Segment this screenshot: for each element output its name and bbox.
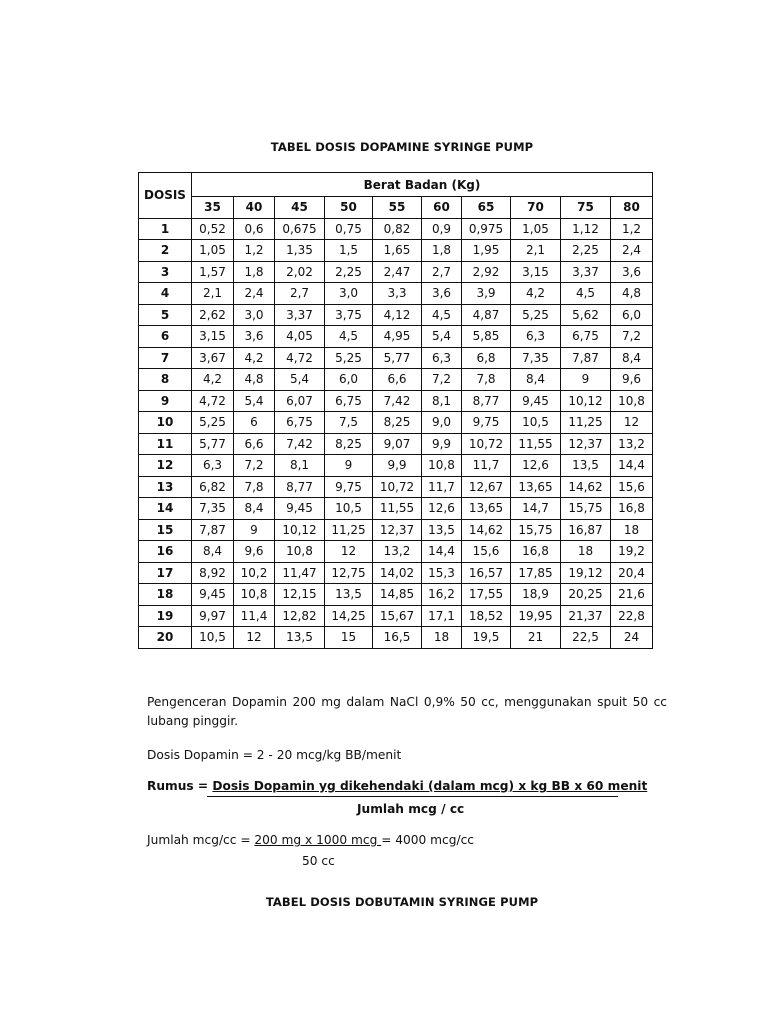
- weight-header-cell: 40: [234, 197, 275, 219]
- table-row: [139, 390, 653, 412]
- dose-label-cell: 7: [139, 347, 192, 369]
- jumlah-numerator: 200 mg x 1000 mcg: [254, 833, 382, 847]
- table-cell: 21,37: [561, 605, 611, 627]
- table-cell: 13,5: [561, 455, 611, 477]
- weight-header-cell: 65: [462, 197, 511, 219]
- table-cell: 22,8: [611, 605, 653, 627]
- table-cell: 1,8: [234, 261, 275, 283]
- table-cell: 22,5: [561, 627, 611, 649]
- table-cell: 8,4: [611, 347, 653, 369]
- table-cell: 20,4: [611, 562, 653, 584]
- table-cell: 5,25: [511, 304, 561, 326]
- table-cell: 14,02: [373, 562, 422, 584]
- table-cell: 4,05: [275, 326, 325, 348]
- table-cell: 6,75: [561, 326, 611, 348]
- table-cell: 0,75: [325, 218, 373, 240]
- dose-label-cell: 8: [139, 369, 192, 391]
- dobutamin-table-title: TABEL DOSIS DOBUTAMIN SYRINGE PUMP: [265, 895, 539, 909]
- table-cell: 13,5: [422, 519, 462, 541]
- dose-label-cell: 4: [139, 283, 192, 305]
- table-cell: 4,5: [325, 326, 373, 348]
- weight-header-cell: 55: [373, 197, 422, 219]
- table-cell: 1,2: [611, 218, 653, 240]
- table-cell: 15,6: [462, 541, 511, 563]
- table-cell: 7,8: [462, 369, 511, 391]
- dose-label-cell: 20: [139, 627, 192, 649]
- table-cell: 3,37: [275, 304, 325, 326]
- table-cell: 12: [325, 541, 373, 563]
- table-cell: 5,4: [234, 390, 275, 412]
- table-row: [139, 605, 653, 627]
- fraction-line: [207, 796, 618, 797]
- formula-numerator: Dosis Dopamin yg dikehendaki (dalam mcg) x kg BB x 60 menit: [212, 779, 648, 793]
- table-cell: 0,9: [422, 218, 462, 240]
- weight-group-header: Berat Badan (Kg): [192, 173, 653, 197]
- table-cell: 4,2: [234, 347, 275, 369]
- table-cell: 5,4: [275, 369, 325, 391]
- table-row: [139, 347, 653, 369]
- table-cell: 14,7: [511, 498, 561, 520]
- dose-label-cell: 9: [139, 390, 192, 412]
- table-cell: 11,25: [561, 412, 611, 434]
- table-cell: 8,1: [275, 455, 325, 477]
- table-cell: 3,15: [192, 326, 234, 348]
- dose-label-cell: 6: [139, 326, 192, 348]
- table-cell: 17,55: [462, 584, 511, 606]
- formula-label: Rumus =: [147, 779, 213, 793]
- table-cell: 2,1: [511, 240, 561, 262]
- dose-label-cell: 18: [139, 584, 192, 606]
- table-cell: 2,02: [275, 261, 325, 283]
- formula: [147, 779, 647, 793]
- dose-label-cell: 19: [139, 605, 192, 627]
- table-cell: 19,5: [462, 627, 511, 649]
- table-cell: 3,3: [373, 283, 422, 305]
- table-cell: 8,77: [275, 476, 325, 498]
- table-cell: 3,15: [511, 261, 561, 283]
- table-cell: 3,0: [234, 304, 275, 326]
- table-cell: 15,75: [511, 519, 561, 541]
- table-cell: 16,2: [422, 584, 462, 606]
- table-cell: 9,75: [325, 476, 373, 498]
- table-cell: 7,2: [611, 326, 653, 348]
- table-cell: 5,25: [192, 412, 234, 434]
- table-cell: 11,7: [422, 476, 462, 498]
- table-cell: 9,45: [275, 498, 325, 520]
- table-cell: 7,87: [192, 519, 234, 541]
- weight-header-cell: 80: [611, 197, 653, 219]
- table-cell: 15: [325, 627, 373, 649]
- table-cell: 5,25: [325, 347, 373, 369]
- table-cell: 4,5: [422, 304, 462, 326]
- table-cell: 13,5: [275, 627, 325, 649]
- table-cell: 1,65: [373, 240, 422, 262]
- table-row: [139, 519, 653, 541]
- table-cell: 6,0: [611, 304, 653, 326]
- table-cell: 10,72: [462, 433, 511, 455]
- table-cell: 1,2: [234, 240, 275, 262]
- table-cell: 10,5: [511, 412, 561, 434]
- dose-label-cell: 12: [139, 455, 192, 477]
- table-cell: 7,42: [373, 390, 422, 412]
- table-cell: 6,3: [192, 455, 234, 477]
- table-cell: 10,12: [561, 390, 611, 412]
- table-cell: 9: [234, 519, 275, 541]
- table-cell: 1,8: [422, 240, 462, 262]
- table-cell: 15,6: [611, 476, 653, 498]
- table-cell: 4,12: [373, 304, 422, 326]
- table-row: [139, 261, 653, 283]
- dose-label-cell: 16: [139, 541, 192, 563]
- table-row: [139, 433, 653, 455]
- table-cell: 9,9: [373, 455, 422, 477]
- dose-label-cell: 15: [139, 519, 192, 541]
- table-cell: 21: [511, 627, 561, 649]
- dose-table-body: [139, 173, 653, 649]
- table-cell: 7,87: [561, 347, 611, 369]
- table-cell: 7,2: [422, 369, 462, 391]
- table-cell: 8,25: [325, 433, 373, 455]
- table-cell: 12: [611, 412, 653, 434]
- table-cell: 1,05: [192, 240, 234, 262]
- table-cell: 14,62: [561, 476, 611, 498]
- table-cell: 15,67: [373, 605, 422, 627]
- table-row: [139, 455, 653, 477]
- table-cell: 13,5: [325, 584, 373, 606]
- table-cell: 1,35: [275, 240, 325, 262]
- table-cell: 17,1: [422, 605, 462, 627]
- table-cell: 13,65: [511, 476, 561, 498]
- table-cell: 9,75: [462, 412, 511, 434]
- table-cell: 8,77: [462, 390, 511, 412]
- table-cell: 9,0: [422, 412, 462, 434]
- formula-denominator: Jumlah mcg / cc: [357, 802, 465, 816]
- table-cell: 1,12: [561, 218, 611, 240]
- dose-range-text: Dosis Dopamin = 2 - 20 mcg/kg BB/menit: [147, 748, 402, 762]
- table-row: [139, 584, 653, 606]
- table-cell: 2,4: [611, 240, 653, 262]
- table-cell: 10,5: [325, 498, 373, 520]
- table-cell: 12,67: [462, 476, 511, 498]
- table-row: [139, 412, 653, 434]
- table-row: [139, 369, 653, 391]
- table-cell: 12,37: [561, 433, 611, 455]
- dose-label-cell: 11: [139, 433, 192, 455]
- table-cell: 3,6: [234, 326, 275, 348]
- table-cell: 0,975: [462, 218, 511, 240]
- weight-header-cell: 75: [561, 197, 611, 219]
- table-cell: 18,52: [462, 605, 511, 627]
- weight-header-row: [139, 197, 653, 219]
- table-cell: 1,05: [511, 218, 561, 240]
- table-cell: 7,8: [234, 476, 275, 498]
- table-cell: 13,2: [611, 433, 653, 455]
- table-cell: 10,2: [234, 562, 275, 584]
- table-cell: 15,75: [561, 498, 611, 520]
- table-cell: 2,62: [192, 304, 234, 326]
- table-cell: 4,2: [192, 369, 234, 391]
- table-cell: 2,1: [192, 283, 234, 305]
- table-cell: 10,8: [422, 455, 462, 477]
- jumlah-prefix: Jumlah mcg/cc =: [147, 833, 255, 847]
- table-cell: 2,7: [422, 261, 462, 283]
- table-cell: 15,3: [422, 562, 462, 584]
- table-cell: 12,82: [275, 605, 325, 627]
- table-cell: 3,6: [611, 261, 653, 283]
- jumlah-denominator: 50 cc: [302, 854, 335, 868]
- table-cell: 6,75: [325, 390, 373, 412]
- table-cell: 20,25: [561, 584, 611, 606]
- table-cell: 19,12: [561, 562, 611, 584]
- table-cell: 4,72: [275, 347, 325, 369]
- table-cell: 2,25: [561, 240, 611, 262]
- table-cell: 6,8: [462, 347, 511, 369]
- table-cell: 14,4: [422, 541, 462, 563]
- table-cell: 21,6: [611, 584, 653, 606]
- table-cell: 14,25: [325, 605, 373, 627]
- table-cell: 8,4: [511, 369, 561, 391]
- table-cell: 8,4: [234, 498, 275, 520]
- dose-label-cell: 5: [139, 304, 192, 326]
- table-row: [139, 562, 653, 584]
- table-cell: 11,4: [234, 605, 275, 627]
- dilution-text: Pengenceran Dopamin 200 mg dalam NaCl 0,9% 50 cc, menggunakan spuit 50 cc lubang pinggir.: [147, 695, 667, 728]
- table-cell: 10,12: [275, 519, 325, 541]
- table-cell: 6,6: [373, 369, 422, 391]
- table-cell: 9,9: [422, 433, 462, 455]
- table-cell: 12,37: [373, 519, 422, 541]
- table-cell: 11,7: [462, 455, 511, 477]
- dose-label-cell: 2: [139, 240, 192, 262]
- table-cell: 19,2: [611, 541, 653, 563]
- table-cell: 14,85: [373, 584, 422, 606]
- table-cell: 16,87: [561, 519, 611, 541]
- table-cell: 12,75: [325, 562, 373, 584]
- table-cell: 6,3: [422, 347, 462, 369]
- table-cell: 18,9: [511, 584, 561, 606]
- table-cell: 11,55: [373, 498, 422, 520]
- table-cell: 7,35: [511, 347, 561, 369]
- table-cell: 6,82: [192, 476, 234, 498]
- table-cell: 9,45: [192, 584, 234, 606]
- table-cell: 2,7: [275, 283, 325, 305]
- table-cell: 10,8: [234, 584, 275, 606]
- table-cell: 4,72: [192, 390, 234, 412]
- table-cell: 4,8: [611, 283, 653, 305]
- table-cell: 16,5: [373, 627, 422, 649]
- table-cell: 7,35: [192, 498, 234, 520]
- table-row: [139, 326, 653, 348]
- table-cell: 12,15: [275, 584, 325, 606]
- table-cell: 7,2: [234, 455, 275, 477]
- table-cell: 13,65: [462, 498, 511, 520]
- table-cell: 5,85: [462, 326, 511, 348]
- table-cell: 16,57: [462, 562, 511, 584]
- table-cell: 5,4: [422, 326, 462, 348]
- table-cell: 4,5: [561, 283, 611, 305]
- weight-header-cell: 35: [192, 197, 234, 219]
- table-row: [139, 541, 653, 563]
- dosis-header: DOSIS: [139, 173, 192, 219]
- table-row: [139, 304, 653, 326]
- table-row: [139, 476, 653, 498]
- table-cell: 8,92: [192, 562, 234, 584]
- table-cell: 9,45: [511, 390, 561, 412]
- table-cell: 17,85: [511, 562, 561, 584]
- table-cell: 12,6: [511, 455, 561, 477]
- weight-header-cell: 45: [275, 197, 325, 219]
- table-row: [139, 627, 653, 649]
- jumlah-result: = 4000 mcg/cc: [381, 833, 474, 847]
- table-cell: 3,37: [561, 261, 611, 283]
- table-cell: 10,8: [611, 390, 653, 412]
- dose-label-cell: 17: [139, 562, 192, 584]
- dopamine-table-title: TABEL DOSIS DOPAMINE SYRINGE PUMP: [270, 140, 534, 154]
- dopamine-dose-table: [138, 172, 653, 649]
- table-cell: 2,47: [373, 261, 422, 283]
- table-cell: 9,07: [373, 433, 422, 455]
- table-cell: 6,0: [325, 369, 373, 391]
- table-cell: 6: [234, 412, 275, 434]
- table-cell: 14,4: [611, 455, 653, 477]
- table-cell: 11,55: [511, 433, 561, 455]
- table-cell: 1,95: [462, 240, 511, 262]
- table-row: [139, 240, 653, 262]
- table-cell: 16,8: [511, 541, 561, 563]
- table-cell: 3,75: [325, 304, 373, 326]
- table-cell: 6,07: [275, 390, 325, 412]
- dose-label-cell: 1: [139, 218, 192, 240]
- jumlah-calculation: [147, 833, 474, 847]
- table-cell: 0,6: [234, 218, 275, 240]
- table-cell: 2,4: [234, 283, 275, 305]
- table-cell: 9: [561, 369, 611, 391]
- table-cell: 5,77: [192, 433, 234, 455]
- table-cell: 2,25: [325, 261, 373, 283]
- dose-label-cell: 14: [139, 498, 192, 520]
- table-cell: 5,77: [373, 347, 422, 369]
- table-cell: 0,82: [373, 218, 422, 240]
- table-cell: 9: [325, 455, 373, 477]
- table-cell: 5,62: [561, 304, 611, 326]
- table-cell: 8,4: [192, 541, 234, 563]
- table-cell: 9,97: [192, 605, 234, 627]
- table-cell: 3,67: [192, 347, 234, 369]
- weight-header-cell: 60: [422, 197, 462, 219]
- weight-header-cell: 50: [325, 197, 373, 219]
- table-cell: 11,47: [275, 562, 325, 584]
- dose-label-cell: 3: [139, 261, 192, 283]
- table-cell: 11,25: [325, 519, 373, 541]
- table-cell: 18: [611, 519, 653, 541]
- table-cell: 12: [234, 627, 275, 649]
- table-cell: 4,87: [462, 304, 511, 326]
- table-cell: 14,62: [462, 519, 511, 541]
- table-cell: 18: [561, 541, 611, 563]
- table-cell: 2,92: [462, 261, 511, 283]
- table-cell: 7,42: [275, 433, 325, 455]
- table-cell: 3,0: [325, 283, 373, 305]
- table-cell: 24: [611, 627, 653, 649]
- table-cell: 9,6: [234, 541, 275, 563]
- table-cell: 4,95: [373, 326, 422, 348]
- table-cell: 12,6: [422, 498, 462, 520]
- table-cell: 8,1: [422, 390, 462, 412]
- table-cell: 16,8: [611, 498, 653, 520]
- table-cell: 4,8: [234, 369, 275, 391]
- table-cell: 0,675: [275, 218, 325, 240]
- table-cell: 6,3: [511, 326, 561, 348]
- table-row: [139, 498, 653, 520]
- table-cell: 13,2: [373, 541, 422, 563]
- table-cell: 8,25: [373, 412, 422, 434]
- table-cell: 6,75: [275, 412, 325, 434]
- table-cell: 3,9: [462, 283, 511, 305]
- dose-label-cell: 10: [139, 412, 192, 434]
- weight-header-cell: 70: [511, 197, 561, 219]
- table-cell: 1,57: [192, 261, 234, 283]
- table-cell: 3,6: [422, 283, 462, 305]
- dose-label-cell: 13: [139, 476, 192, 498]
- table-cell: 1,5: [325, 240, 373, 262]
- table-cell: 10,72: [373, 476, 422, 498]
- table-cell: 0,52: [192, 218, 234, 240]
- table-row: [139, 283, 653, 305]
- table-row: [139, 218, 653, 240]
- table-cell: 9,6: [611, 369, 653, 391]
- table-cell: 19,95: [511, 605, 561, 627]
- table-cell: 10,5: [192, 627, 234, 649]
- table-cell: 6,6: [234, 433, 275, 455]
- table-cell: 7,5: [325, 412, 373, 434]
- table-cell: 10,8: [275, 541, 325, 563]
- table-cell: 18: [422, 627, 462, 649]
- table-cell: 4,2: [511, 283, 561, 305]
